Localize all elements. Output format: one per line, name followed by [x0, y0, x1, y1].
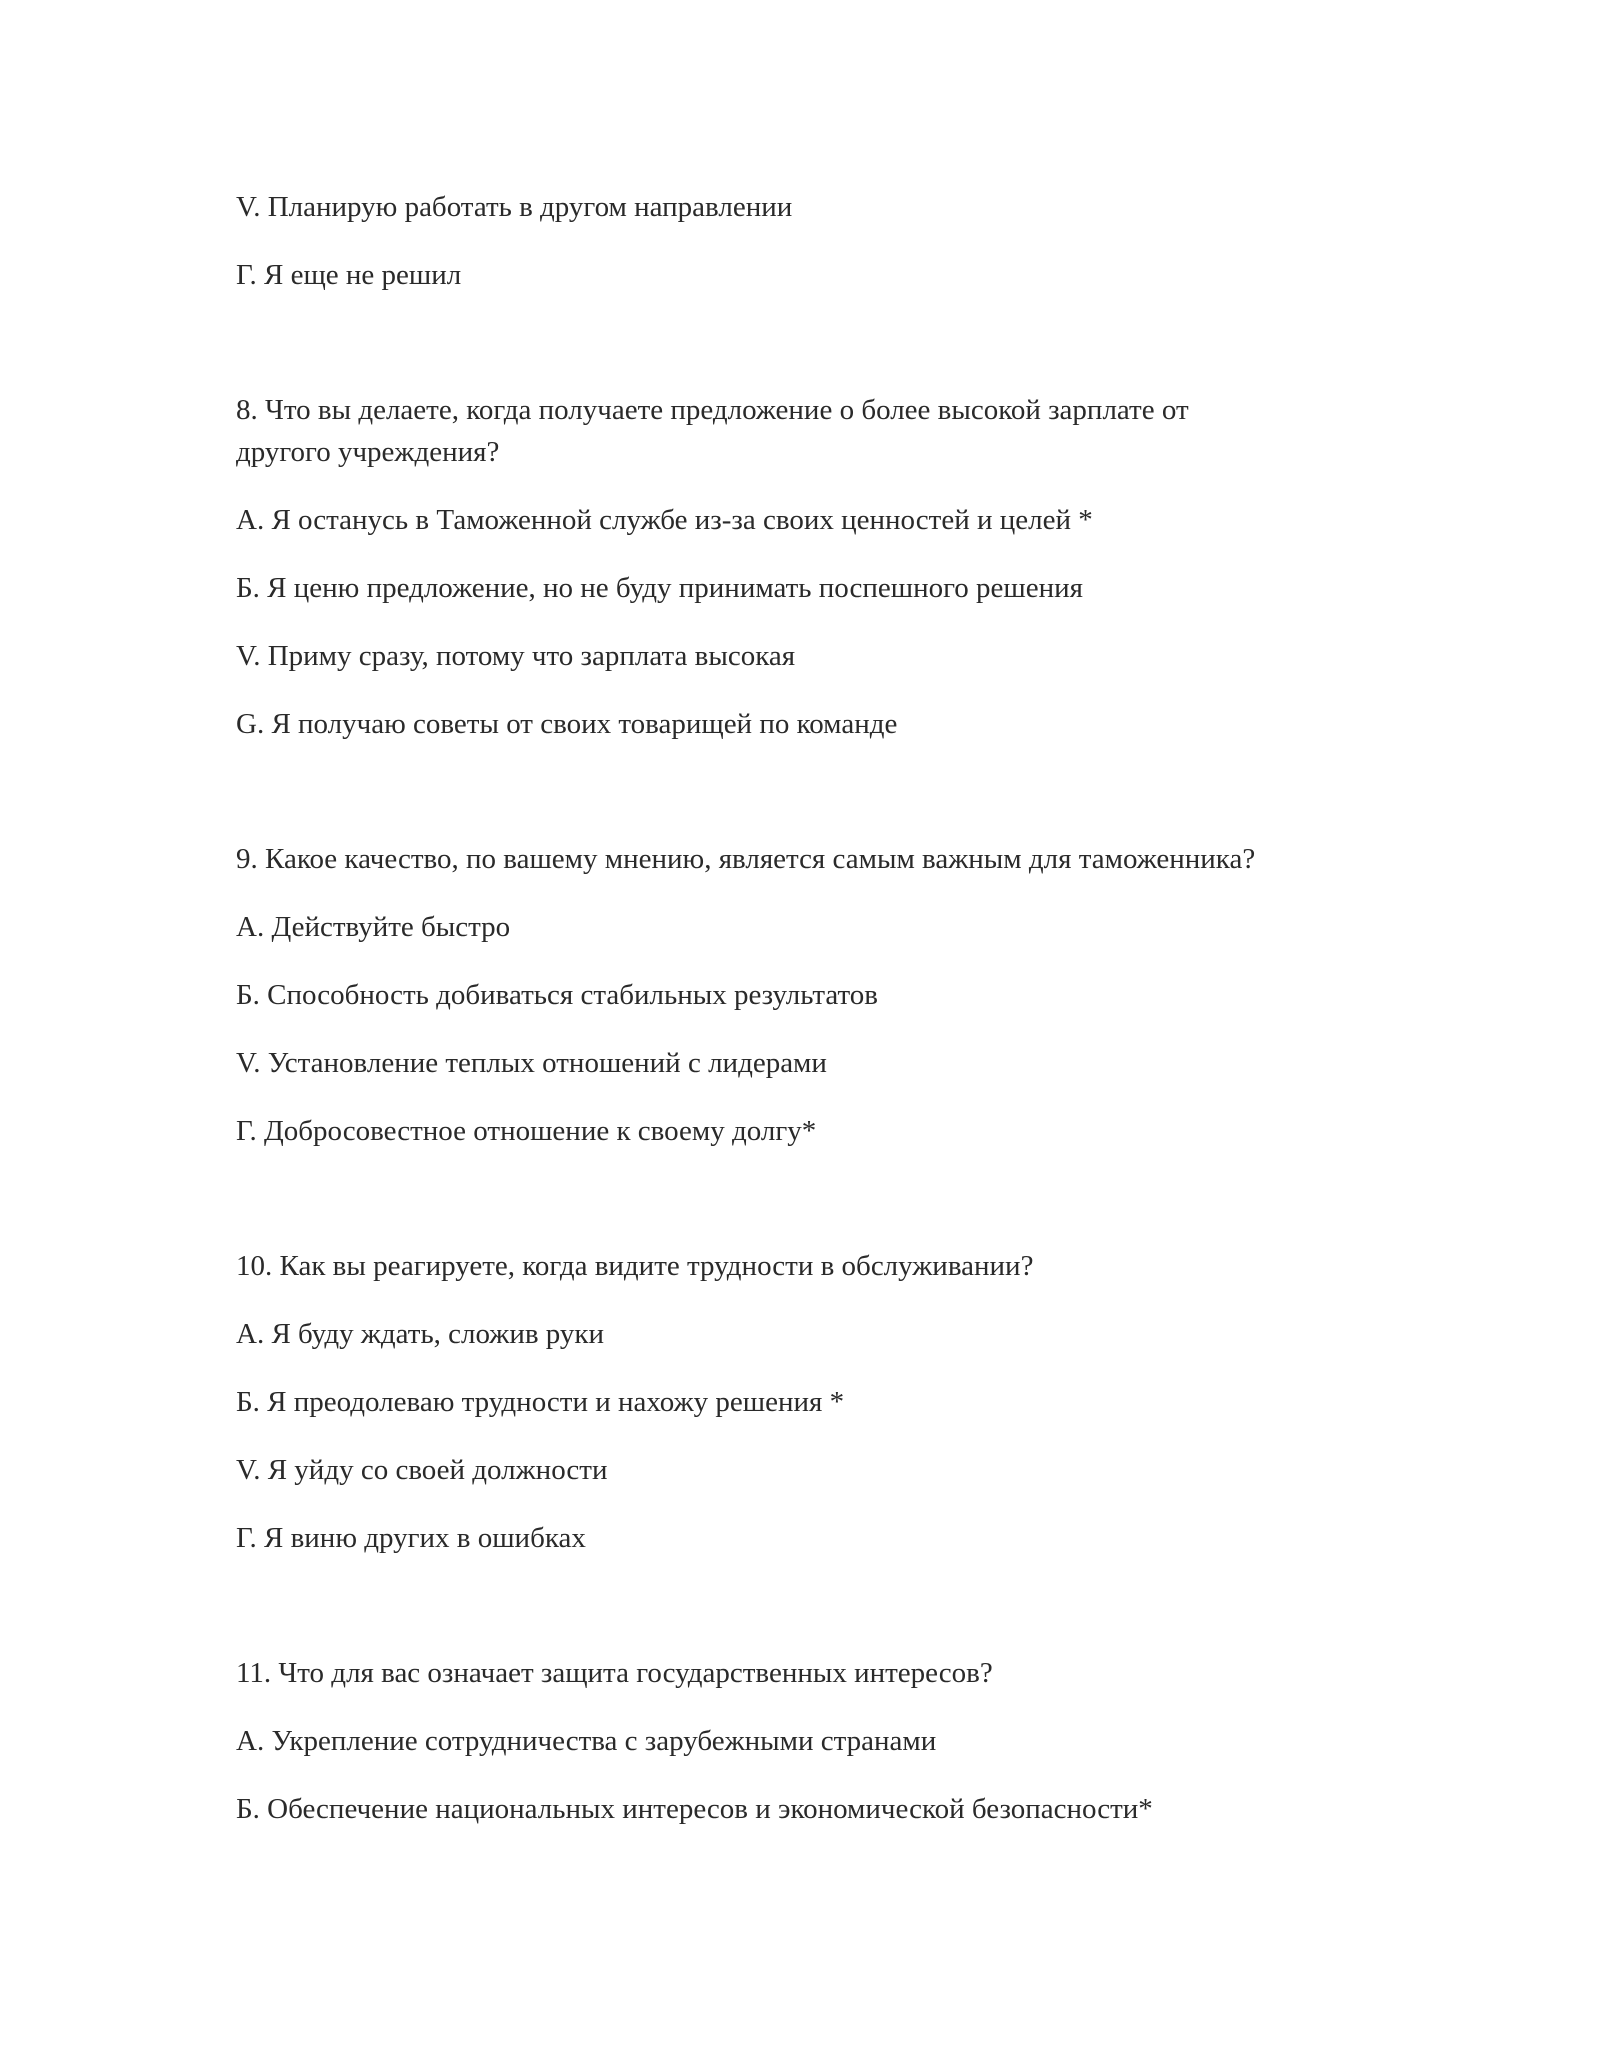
- q8-option-v: V. Приму сразу, потому что зарплата высокая: [236, 640, 796, 672]
- q10-option-a: А. Я буду ждать, сложив руки: [236, 1318, 605, 1350]
- q9-option-v: V. Установление теплых отношений с лидерами: [236, 1047, 827, 1079]
- q11-option-a: А. Укрепление сотрудничества с зарубежными странами: [236, 1725, 937, 1757]
- q11-question: 11. Что для вас означает защита государственных интересов?: [236, 1657, 993, 1689]
- q10-option-g: Г. Я виню других в ошибках: [236, 1522, 586, 1554]
- q10-question: 10. Как вы реагируете, когда видите трудности в обслуживании?: [236, 1250, 1034, 1282]
- q8-option-g: G. Я получаю советы от своих товарищей по команде: [236, 708, 898, 740]
- q8-option-b: Б. Я ценю предложение, но не буду принимать поспешного решения: [236, 572, 1083, 604]
- q11-option-b: Б. Обеспечение национальных интересов и экономической безопасности*: [236, 1793, 1153, 1825]
- q9-option-g: Г. Добросовестное отношение к своему долгу*: [236, 1115, 817, 1147]
- q9-option-b: Б. Способность добиваться стабильных результатов: [236, 979, 878, 1011]
- q7-option-g: Г. Я еще не решил: [236, 259, 462, 291]
- q8-option-a: А. Я останусь в Таможенной службе из-за своих ценностей и целей *: [236, 504, 1093, 536]
- q10-option-v: V. Я уйду со своей должности: [236, 1454, 608, 1486]
- q8-question-line1: 8. Что вы делаете, когда получаете предложение о более высокой зарплате от: [236, 394, 1189, 426]
- q10-option-b: Б. Я преодолеваю трудности и нахожу решения *: [236, 1386, 845, 1418]
- q9-option-a: А. Действуйте быстро: [236, 911, 511, 943]
- q9-question: 9. Какое качество, по вашему мнению, является самым важным для таможенника?: [236, 843, 1256, 875]
- q7-option-v: V. Планирую работать в другом направлении: [236, 191, 793, 223]
- q8-question-line2: другого учреждения?: [236, 436, 500, 468]
